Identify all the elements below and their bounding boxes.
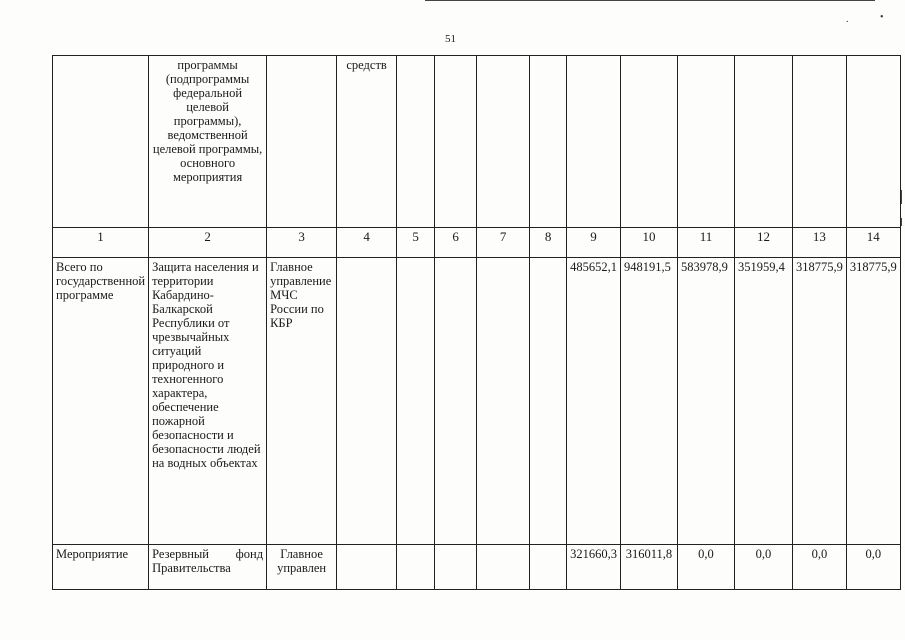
value-cell: 583978,9: [677, 258, 734, 545]
program-name: Защита населения и территории Кабардино-Балкарской Республики от чрезвычайных ситуаций природного и техногенного характера, обеспечение пожарной безопасности и безопасности людей на водных объектах: [149, 258, 267, 545]
column-number: 5: [397, 228, 435, 258]
row-status: Мероприятие: [53, 545, 149, 590]
header-cell: [477, 56, 530, 228]
scan-speck: •: [880, 12, 884, 23]
empty-cell: [477, 545, 530, 590]
empty-cell: [337, 545, 397, 590]
header-cell: [846, 56, 900, 228]
empty-cell: [435, 258, 477, 545]
header-cell: [677, 56, 734, 228]
empty-cell: [337, 258, 397, 545]
header-cell: [734, 56, 792, 228]
column-number: 11: [677, 228, 734, 258]
header-cell: [435, 56, 477, 228]
table-row: [53, 258, 901, 545]
resource-table: [52, 55, 901, 590]
value-cell: 0,0: [792, 545, 846, 590]
executor: Главное управлен: [267, 545, 337, 590]
table-row: [53, 545, 901, 590]
empty-cell: [435, 545, 477, 590]
empty-cell: [397, 545, 435, 590]
column-number: 9: [567, 228, 621, 258]
header-program-name: программы (подпрограммы федеральной целевой программы), ведомственной целевой программы, основного мероприятия: [149, 56, 267, 228]
column-number: 13: [792, 228, 846, 258]
column-number: 12: [734, 228, 792, 258]
column-number: 1: [53, 228, 149, 258]
header-cell: [530, 56, 567, 228]
value-cell: 318775,9: [846, 258, 900, 545]
margin-mark: [901, 190, 902, 204]
header-cell: [567, 56, 621, 228]
column-number-row: [53, 228, 901, 258]
program-name-line: Резервный фонд: [152, 547, 264, 561]
column-number: 10: [620, 228, 677, 258]
value-cell: 0,0: [734, 545, 792, 590]
margin-mark: [901, 218, 902, 226]
empty-cell: [397, 258, 435, 545]
column-number: 14: [846, 228, 900, 258]
header-cell: [620, 56, 677, 228]
scan-speck: .: [846, 14, 849, 25]
value-cell: 321660,3: [567, 545, 621, 590]
header-cell: [53, 56, 149, 228]
value-cell: 318775,9: [792, 258, 846, 545]
value-cell: 351959,4: [734, 258, 792, 545]
header-funds-source: средств: [337, 56, 397, 228]
value-cell: 485652,1: [567, 258, 621, 545]
header-cell: [267, 56, 337, 228]
empty-cell: [530, 258, 567, 545]
column-number: 3: [267, 228, 337, 258]
header-row: [53, 56, 901, 228]
header-cell: [792, 56, 846, 228]
row-status: Всего по государственной программе: [53, 258, 149, 545]
value-cell: 316011,8: [620, 545, 677, 590]
program-name-line: Правительства: [152, 561, 231, 575]
value-cell: 0,0: [846, 545, 900, 590]
column-number: 4: [337, 228, 397, 258]
value-cell: 948191,5: [620, 258, 677, 545]
program-name: [149, 545, 267, 590]
header-cell: [397, 56, 435, 228]
empty-cell: [477, 258, 530, 545]
column-number: 2: [149, 228, 267, 258]
empty-cell: [530, 545, 567, 590]
column-number: 6: [435, 228, 477, 258]
column-number: 8: [530, 228, 567, 258]
top-rule: [425, 0, 875, 1]
executor: Главное управление МЧС России по КБР: [267, 258, 337, 545]
page-number: 51: [445, 33, 456, 45]
column-number: 7: [477, 228, 530, 258]
value-cell: 0,0: [677, 545, 734, 590]
